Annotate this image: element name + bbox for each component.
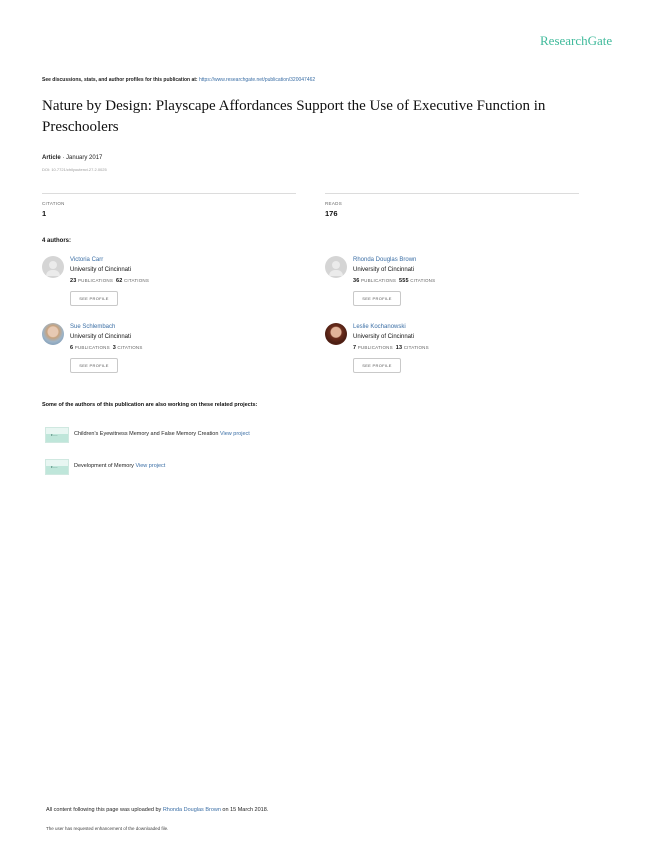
author-name-link[interactable]: Sue Schlembach <box>70 324 116 330</box>
see-profile-button[interactable]: SEE PROFILE <box>353 291 401 306</box>
citations-count: 13 <box>395 345 403 351</box>
authors-heading: 4 authors: <box>42 238 72 244</box>
author-card <box>42 256 302 316</box>
publications-label: PUBLICATIONS <box>360 278 397 283</box>
author-name-link[interactable]: Victoria Carr <box>70 257 104 263</box>
project-item <box>45 427 445 443</box>
project-text <box>74 463 165 469</box>
view-project-link[interactable]: View project <box>219 431 250 437</box>
avatar-placeholder-icon[interactable] <box>325 256 347 278</box>
see-discussions-line <box>42 77 315 83</box>
avatar-placeholder-icon[interactable] <box>42 256 64 278</box>
citations-count: 3 <box>112 345 116 351</box>
upload-prefix: All content following this page was uploaded by <box>46 807 163 813</box>
author-institution: University of Cincinnati <box>353 267 415 273</box>
see-profile-button[interactable]: SEE PROFILE <box>70 291 118 306</box>
see-profile-button[interactable]: SEE PROFILE <box>353 358 401 373</box>
publications-count: 7 <box>353 345 357 351</box>
author-institution: University of Cincinnati <box>353 334 415 340</box>
project-icon <box>45 427 69 443</box>
author-photo[interactable] <box>42 323 64 345</box>
reads-divider <box>325 193 579 194</box>
author-name-link[interactable]: Rhonda Douglas Brown <box>353 257 417 263</box>
publications-label: PUBLICATIONS <box>77 278 114 283</box>
author-stats <box>70 278 149 284</box>
citations-divider <box>42 193 296 194</box>
project-text <box>74 431 250 437</box>
citations-count: 62 <box>115 278 123 284</box>
uploader-link[interactable]: Rhonda Douglas Brown <box>162 807 221 813</box>
article-date: · January 2017 <box>60 155 103 161</box>
publications-count: 6 <box>70 345 74 351</box>
doi: DOI: 10.7721/chilyoutenvi.27.2.0025 <box>42 167 107 172</box>
publications-count: 36 <box>353 278 360 284</box>
reads-value: 176 <box>325 209 338 218</box>
publications-count: 23 <box>70 278 77 284</box>
author-stats <box>353 345 429 351</box>
author-card <box>42 323 302 383</box>
citations-label: CITATIONS <box>403 345 429 350</box>
publications-label: PUBLICATIONS <box>74 345 110 350</box>
article-type: Article <box>42 155 61 161</box>
related-projects-heading: Some of the authors of this publication are also working on these related projects: <box>42 402 258 408</box>
project-item <box>45 459 445 475</box>
project-title: Development of Memory <box>74 463 136 469</box>
citations-label: CITATION <box>42 201 65 206</box>
enhancement-note: The user has requested enhancement of the downloaded file. <box>46 826 169 831</box>
author-name-link[interactable]: Leslie Kochanowski <box>353 324 406 330</box>
publication-title: Nature by Design: Playscape Affordances Support the Use of Executive Function in Preschoolers <box>42 98 546 135</box>
publications-label: PUBLICATIONS <box>357 345 393 350</box>
author-institution: University of Cincinnati <box>70 334 132 340</box>
publication-url-link[interactable]: https://www.researchgate.net/publication/320047462 <box>198 77 316 83</box>
see-profile-button[interactable]: SEE PROFILE <box>70 358 118 373</box>
researchgate-logo[interactable]: ResearchGate <box>540 33 613 48</box>
article-info <box>42 155 102 161</box>
project-title: Children's Eyewitness Memory and False Memory Creation <box>74 431 220 437</box>
project-icon <box>45 459 69 475</box>
citations-label: CITATIONS <box>123 278 150 283</box>
author-card <box>325 256 585 316</box>
upload-suffix: on 15 March 2018. <box>220 807 269 813</box>
citations-label: CITATIONS <box>410 278 436 283</box>
view-project-link[interactable]: View project <box>135 463 166 469</box>
author-photo[interactable] <box>325 323 347 345</box>
citations-value: 1 <box>42 209 47 218</box>
author-stats <box>70 345 143 351</box>
citations-count: 555 <box>398 278 409 284</box>
reads-label: READS <box>325 201 343 206</box>
upload-notice <box>46 807 268 813</box>
author-institution: University of Cincinnati <box>70 267 132 273</box>
see-discussions-text: See discussions, stats, and author profiles for this publication at: <box>42 77 199 83</box>
author-stats <box>353 278 435 284</box>
citations-label: CITATIONS <box>117 345 143 350</box>
author-card <box>325 323 585 383</box>
